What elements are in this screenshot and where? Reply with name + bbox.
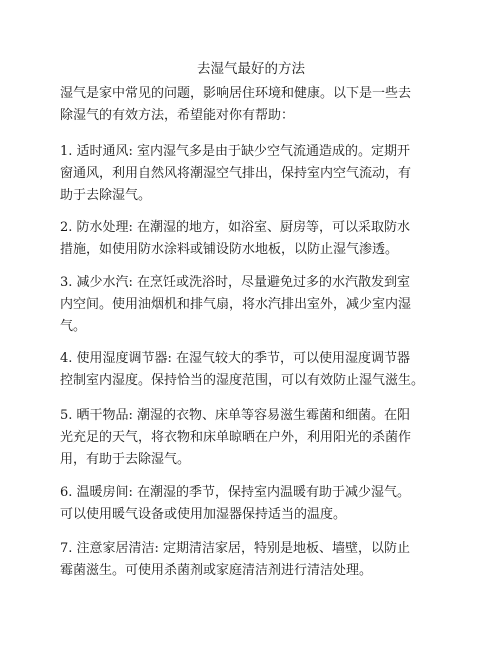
paragraph-line: 2. 防水处理: 在潮湿的地方，如浴室、厨房等，可以采取防水 <box>60 220 411 235</box>
paragraph-item-3 <box>60 272 450 338</box>
paragraph-line: 助于去除湿气。 <box>60 188 152 203</box>
paragraph-line: 霉菌滋生。可使用杀菌剂或家庭清洁剂进行清洁处理。 <box>60 563 373 578</box>
paragraph-line: 用，有助于去除湿气。 <box>60 452 191 467</box>
paragraph-line: 4. 使用湿度调节器: 在湿气较大的季节，可以使用湿度调节器 <box>60 351 411 366</box>
paragraph-line: 可以使用暖气设备或使用加湿器保持适当的温度。 <box>60 507 347 522</box>
paragraph-line: 光充足的天气，将衣物和床单晾晒在户外，利用阳光的杀菌作 <box>60 430 412 445</box>
document-title: 去湿气最好的方法 <box>197 61 305 77</box>
paragraph-line: 内空间。使用油烟机和排气扇，将水汽排出室外，减少室内湿 <box>60 297 412 312</box>
paragraph-item-1 <box>60 141 450 207</box>
paragraph-line: 气。 <box>60 319 87 334</box>
paragraph-line: 7. 注意家居清洁: 定期清洁家居，特别是地板、墙壁，以防止 <box>60 541 411 556</box>
paragraph-item-6 <box>60 482 450 526</box>
paragraph-line: 除湿气的有效方法，希望能对你有帮助： <box>60 108 295 123</box>
paragraph-item-2 <box>60 217 450 261</box>
paragraph-line: 3. 减少水汽: 在烹饪或洗浴时，尽量避免过多的水汽散发到室 <box>60 275 411 290</box>
paragraph-line: 湿气是家中常见的问题，影响居住环境和健康。以下是一些去 <box>60 86 412 101</box>
paragraph-line: 1. 适时通风: 室内湿气多是由于缺少空气流通造成的。定期开 <box>60 144 411 159</box>
paragraph-item-5 <box>60 405 450 471</box>
paragraph-intro <box>60 83 450 127</box>
paragraph-line: 窗通风，利用自然风将潮湿空气排出，保持室内空气流动，有 <box>60 166 412 181</box>
paragraph-item-4 <box>60 348 450 392</box>
paragraph-line: 控制室内湿度。保持恰当的湿度范围，可以有效防止湿气滋生。 <box>60 373 425 388</box>
paragraph-line: 5. 晒干物品: 潮湿的衣物、床单等容易滋生霉菌和细菌。在阳 <box>60 408 411 423</box>
paragraph-line: 措施，如使用防水涂料或铺设防水地板，以防止湿气渗透。 <box>60 242 399 257</box>
paragraph-line: 6. 温暖房间: 在潮湿的季节，保持室内温暖有助于减少湿气。 <box>60 485 411 500</box>
paragraph-item-7 <box>60 538 450 582</box>
